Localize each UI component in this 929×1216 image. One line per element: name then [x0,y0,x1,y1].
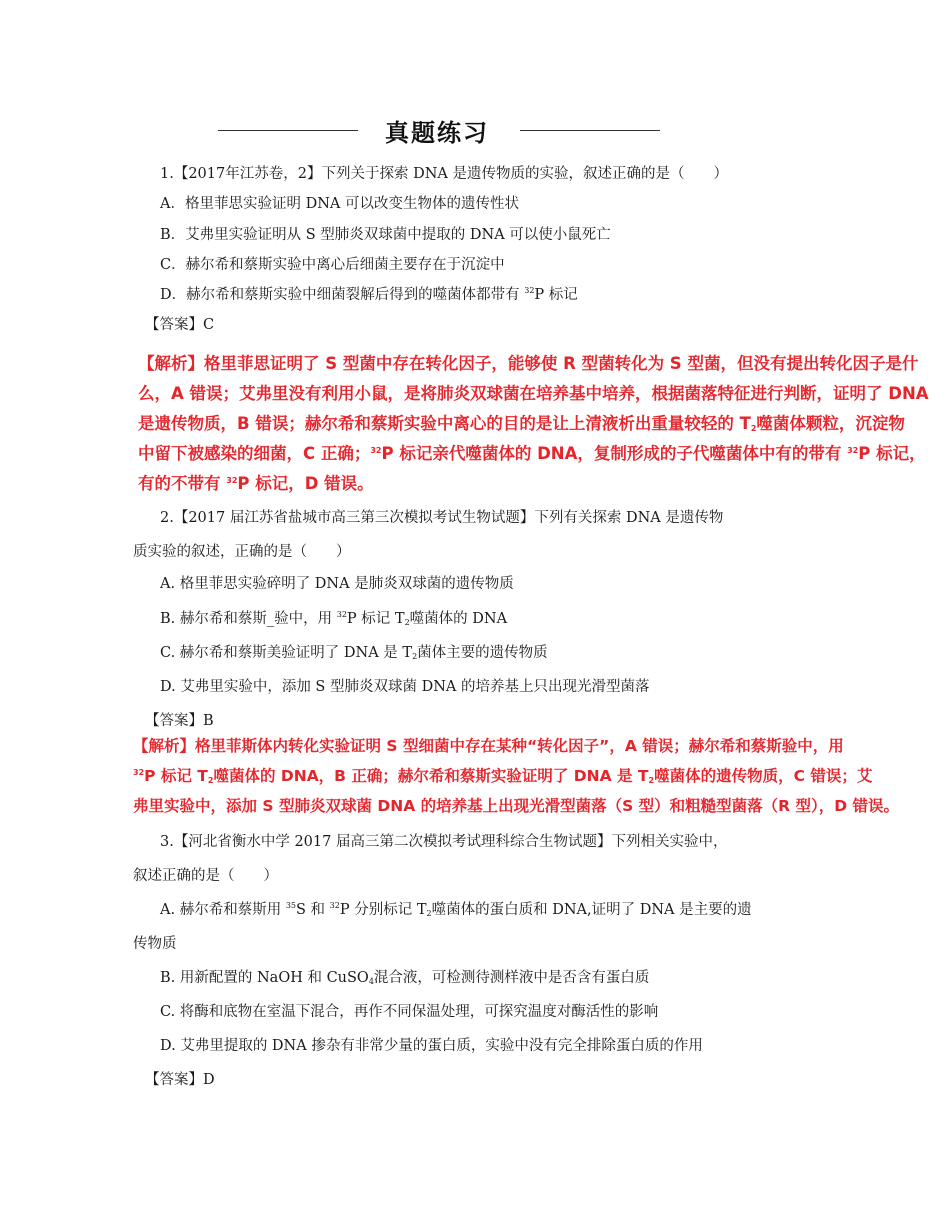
q1-explanation-line-3: 是遗传物质，B 错误；赫尔希和蔡斯实验中离心的目的是让上清液析出重量较轻的 $T_2$噬菌体颗粒，沉淀物 [138,414,905,433]
q1-explanation-line-2: 么，A 错误；艾弗里没有利用小鼠，是将肺炎双球菌在培养基中培养，根据菌落特征进行判断，证明了 DNA [138,384,929,403]
q1-option-d: D．赫尔希和蔡斯实验中细菌裂解后得到的噬菌体都带有 $^{32}$P 标记 [160,286,578,303]
q2-explanation-line-3: 弗里实验中，添加 S 型肺炎双球菌 DNA 的培养基上出现光滑型菌落（S 型）和粗糙型菌落（R 型），D 错误。 [133,797,899,815]
q3-option-d: D. 艾弗里提取的 DNA 掺杂有非常少量的蛋白质，实验中没有完全排除蛋白质的作用 [160,1038,703,1054]
q3-option-a: A. 赫尔希和蔡斯用 $^{35}$S 和 $^{32}$P 分别标记 $T_2$噬菌体的蛋白质和 DNA,证明了 DNA 是主要的遗 [160,901,752,918]
q3-option-b: B. 用新配置的 NaOH 和 CuSO$_4$混合液，可检测待测样液中是否含有蛋白质 [160,970,650,986]
q3-option-a-continued: 传物质 [133,936,177,952]
q2-option-a: A. 格里菲思实验碎明了 DNA 是肺炎双球菌的遗传物质 [160,576,514,592]
q3-option-c: C. 将酶和底物在室温下混合，再作不同保温处理，可探究温度对酶活性的影响 [160,1004,659,1020]
q2-option-d: D. 艾弗里实验中，添加 S 型肺炎双球菌 DNA 的培养基上只出现光滑型菌落 [160,679,650,695]
q1-option-a: A．格里菲思实验证明 DNA 可以改变生物体的遗传性状 [160,196,519,212]
q2-option-c: C. 赫尔希和蔡斯美验证明了 DNA 是 $T_2$菌体主要的遗传物质 [160,645,548,661]
q1-explanation-line-1: 【解析】格里菲思证明了 S 型菌中存在转化因子，能够使 R 型菌转化为 S 型菌，但没有提出转化因子是什 [138,354,919,373]
q3-stem-line-2: 叙述正确的是（ ） [133,868,278,884]
left-divider [218,130,358,131]
q2-explanation-line-1: 【解析】格里菲斯体内转化实验证明 S 型细菌中存在某种“转化因子”，A 错误；赫尔希和蔡斯验中，用 [133,737,844,755]
q2-stem-line-2: 质实验的叙述，正确的是（ ） [133,544,351,560]
q1-answer: 【答案】C [145,317,215,333]
q2-stem-line-1: 2.【2017 届江苏省盐城市高三第三次模拟考试生物试题】下列有关探索 DNA 是遗传物 [160,510,724,526]
q2-explanation-line-2: $^{32}$P 标记 $T_2$噬菌体的 DNA，B 正确；赫尔希和蔡斯实验证明了 DNA 是 $T_2$噬菌体的遗传物质，C 错误；艾 [133,767,873,785]
q2-answer: 【答案】B [145,713,214,729]
q3-stem-line-1: 3.【河北省衡水中学 2017 届高三第二次模拟考试理科综合生物试题】下列相关实验中， [160,834,728,850]
page-title: 真题练习 [385,119,489,147]
q1-stem: 1.【2017年江苏卷，2】下列关于探索 DNA 是遗传物质的实验，叙述正确的是（ ） [160,166,728,182]
q3-answer: 【答案】D [145,1072,215,1088]
right-divider [520,130,660,131]
q1-option-c: C．赫尔希和蔡斯实验中离心后细菌主要存在于沉淀中 [160,257,505,273]
q2-option-b: B. 赫尔希和蔡斯_验中，用 $^{32}$P 标记 $T_2$噬菌体的 DNA [160,610,508,627]
section-header [0,113,860,147]
q1-explanation-line-5: 有的不带有 $^{32}$P 标记，D 错误。 [138,474,374,493]
q1-option-b: B．艾弗里实验证明从 S 型肺炎双球菌中提取的 DNA 可以使小鼠死亡 [160,227,611,243]
q1-explanation-line-4: 中留下被感染的细菌，C 正确；$^{32}$P 标记亲代噬菌体的 DNA，复制形成的子代噬菌体中有的带有 $^{32}$P 标记， [138,444,926,463]
